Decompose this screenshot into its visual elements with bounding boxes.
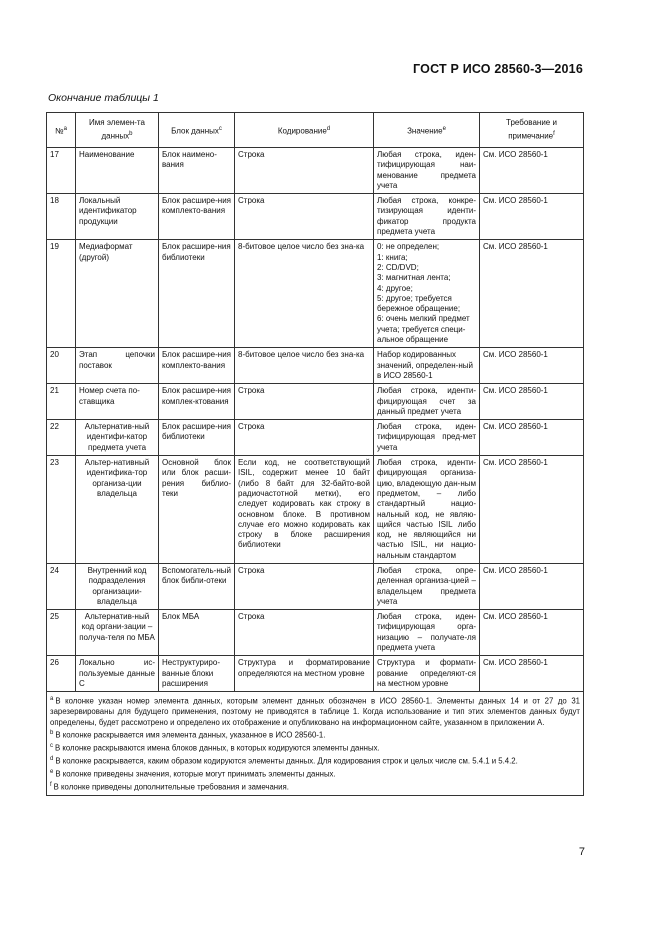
table-caption: Окончание таблицы 1	[48, 92, 159, 104]
table-row	[47, 420, 584, 456]
cell-block: Неструктуриро-ванные блоки расширения	[159, 656, 235, 692]
cell-value: Любая строка, иден-тифицирующая орга-низацию – получате-ля предмета учета	[374, 610, 480, 656]
table-row	[47, 194, 584, 240]
table-row	[47, 348, 584, 384]
cell-coding: Структура и форматирование определяются на местном уровне	[235, 656, 374, 692]
cell-name: Альтернатив-ный код органи-зации – получа-теля по МБА	[76, 610, 159, 656]
cell-value: Набор кодированных значений, определен-ный в ИСО 28560-1	[374, 348, 480, 384]
cell-coding: Строка	[235, 148, 374, 194]
cell-num: 25	[47, 610, 76, 656]
cell-value: Любая строка, иден-тифицирующая наи-менование предмета учета	[374, 148, 480, 194]
cell-name: Наименование	[76, 148, 159, 194]
page-number: 7	[578, 846, 585, 858]
cell-block: Блок расшире-ния комплек-ктования	[159, 384, 235, 420]
cell-coding: Строка	[235, 610, 374, 656]
cell-name: Локальный идентификатор продукции	[76, 194, 159, 240]
header-num: №$^a$	[47, 113, 76, 148]
cell-name: Локально ис-пользуемые данные С	[76, 656, 159, 692]
cell-requirement: См. ИСО 28560-1	[480, 240, 584, 348]
cell-value: Любая строка, иденти-фицирующая счет за данный предмет учета	[374, 384, 480, 420]
table-header-row	[47, 113, 584, 148]
cell-num: 23	[47, 456, 76, 564]
cell-coding: Строка	[235, 563, 374, 609]
cell-block: Блок МБА	[159, 610, 235, 656]
cell-requirement: См. ИСО 28560-1	[480, 148, 584, 194]
table-row	[47, 563, 584, 609]
cell-value: Любая строка, конкре-тизирующая иденти-фикатор продукта предмета учета	[374, 194, 480, 240]
cell-requirement: См. ИСО 28560-1	[480, 563, 584, 609]
cell-value: Любая строка, иден-тифицирующая пред-мет учета	[374, 420, 480, 456]
cell-num: 22	[47, 420, 76, 456]
cell-value: Любая строка, иденти-фицирующая организа-цию, владеющую дан-ным предметом, – либо стандартный нацио-нальный код, не являю-щийся частью ISIL либо код, не являющийся ни частью ISIL, ни нацио-нальным стандартом	[374, 456, 480, 564]
header-requirement: Требование и примечание$^f$	[480, 113, 584, 148]
table-row	[47, 240, 584, 348]
header-name: Имя элемен-та данных$^b$	[76, 113, 159, 148]
footnote: $^d$ В колонке раскрывается, каким образом кодируются элементы данных. Для кодирования строк и целых числе см. 5.4.1 и 5.4.2.	[50, 756, 518, 766]
cell-requirement: См. ИСО 28560-1	[480, 384, 584, 420]
cell-requirement: См. ИСО 28560-1	[480, 348, 584, 384]
cell-coding: Строка	[235, 194, 374, 240]
cell-block: Основной блок или блок расши-рения библио-теки	[159, 456, 235, 564]
cell-num: 17	[47, 148, 76, 194]
cell-coding: Если код, не соответствующий ISIL, содержит менее 10 байт (либо 8 байт для 32-байто-вой радиочастотной метки), его следует кодировать как строку в основном блоке. В противном случае его можно кодировать как строку в блоке расширения библиотеки	[235, 456, 374, 564]
cell-block: Вспомогатель-ный блок библи-отеки	[159, 563, 235, 609]
footnote: $^a$ В колонке указан номер элемента данных, которым элемент данных обозначен в ИСО 28560-1. Элементы данных 14 и от 27 до 31 зарезервированы для будущего применения, поэтому не приводятся в таблице 1. Когда использование и тип этих элементов данных будут определены, будет рассмотрено и определено их отображение и опубликовано на информационном сайте, указанном в приложении А.	[50, 696, 580, 727]
cell-requirement: См. ИСО 28560-1	[480, 420, 584, 456]
cell-coding: 8-битовое целое число без зна-ка	[235, 240, 374, 348]
cell-num: 26	[47, 656, 76, 692]
cell-value: Структура и формати-рование определяют-ся на местном уровне	[374, 656, 480, 692]
data-elements-table	[46, 112, 584, 796]
table-row	[47, 610, 584, 656]
cell-name: Альтер-нативный идентифика-тор организа-ции владельца	[76, 456, 159, 564]
cell-coding: Строка	[235, 384, 374, 420]
cell-block: Блок расшире-ния библиотеки	[159, 420, 235, 456]
footnote: $^f$ В колонке приведены дополнительные требования и замечания.	[50, 782, 289, 792]
cell-coding: Строка	[235, 420, 374, 456]
cell-requirement: См. ИСО 28560-1	[480, 456, 584, 564]
cell-num: 20	[47, 348, 76, 384]
document-id: ГОСТ Р ИСО 28560-3—2016	[413, 62, 583, 76]
cell-num: 19	[47, 240, 76, 348]
table-row	[47, 384, 584, 420]
table-row	[47, 456, 584, 564]
footnote: $^c$ В колонке раскрываются имена блоков данных, в которых кодируются элементы данных.	[50, 743, 380, 753]
header-coding: Кодирование$^d$	[235, 113, 374, 148]
cell-num: 24	[47, 563, 76, 609]
table-notes	[47, 692, 584, 796]
cell-requirement: См. ИСО 28560-1	[480, 194, 584, 240]
cell-block: Блок расшире-ния комплекто-вания	[159, 194, 235, 240]
cell-block: Блок расшире-ния комплекто-вания	[159, 348, 235, 384]
footnote: $^e$ В колонке приведены значения, которые могут принимать элементы данных.	[50, 769, 336, 779]
cell-value: Любая строка, опре-деленная организа-цией – владельцем предмета учета	[374, 563, 480, 609]
footnote: $^b$ В колонке раскрывается имя элемента данных, указанное в ИСО 28560-1.	[50, 730, 326, 740]
table-row	[47, 148, 584, 194]
cell-requirement: См. ИСО 28560-1	[480, 610, 584, 656]
cell-name: Номер счета по-ставщика	[76, 384, 159, 420]
cell-value: 0: не определен; 1: книга; 2: CD/DVD; 3: магнитная лента; 4: другое; 5: другое; требуется бережное обращение; 6: очень мелкий предмет учета; требуется специ-альное обращение	[374, 240, 480, 348]
cell-requirement: См. ИСО 28560-1	[480, 656, 584, 692]
table-notes-row	[47, 692, 584, 796]
cell-name: Альтернатив-ный идентифи-катор предмета учета	[76, 420, 159, 456]
cell-name: Медиаформат (другой)	[76, 240, 159, 348]
cell-name: Внутренний код подразделения организации-владельца	[76, 563, 159, 609]
header-value: Значение$^e$	[374, 113, 480, 148]
cell-coding: 8-битовое целое число без зна-ка	[235, 348, 374, 384]
header-block: Блок данных$^c$	[159, 113, 235, 148]
cell-block: Блок расшире-ния библиотеки	[159, 240, 235, 348]
cell-name: Этап цепочки поставок	[76, 348, 159, 384]
cell-block: Блок наимено-вания	[159, 148, 235, 194]
cell-num: 21	[47, 384, 76, 420]
table-row	[47, 656, 584, 692]
cell-num: 18	[47, 194, 76, 240]
